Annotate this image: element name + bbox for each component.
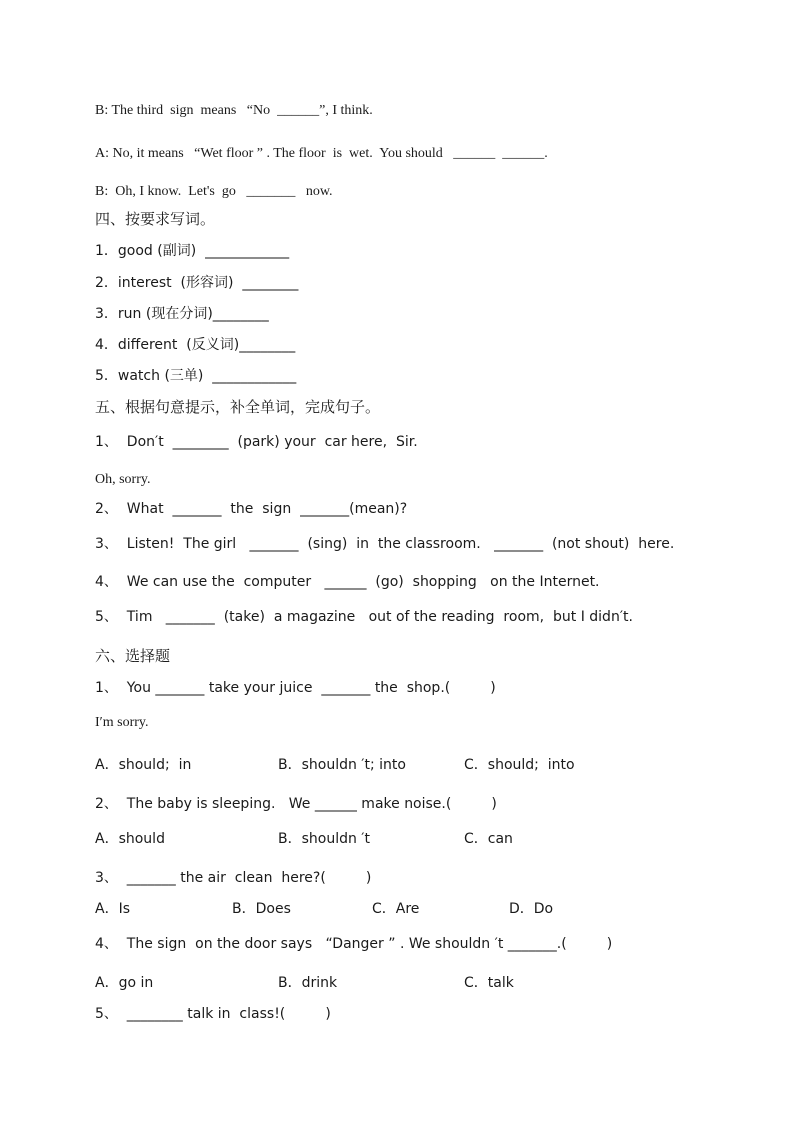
section-4-item-3: 3．run (现在分词)________ [95,306,269,322]
section-4-item-5: 5．watch (三单) ____________ [95,368,297,384]
dialogue-line-b2: B: Oh, I know. Let's go _______ now. [95,184,333,199]
section-4-title: 四、按要求写词。 [95,210,216,228]
question-5-stem: 5、 ________ talk in class!( ) [95,1006,331,1022]
section-5-item-5: 5、 Tim _______ (take) a magazine out of the reading room, but I didn′t. [95,609,633,625]
question-1-stem: 1、 You _______ take your juice _______ the shop.( ) [95,680,496,696]
question-4-option-c: C．talk [464,975,514,991]
section-4-item-2: 2．interest (形容词) ________ [95,275,299,291]
question-4-stem: 4、 The sign on the door says “Danger ” . We shouldn ′t _______.( ) [95,936,613,952]
section-5-item-1: 1、 Don′t ________ (park) your car here, Sir. [95,434,418,450]
question-2-option-a: A．should [95,831,165,847]
question-1-option-c: C．should; into [464,757,575,773]
question-3-option-d: D．Do [509,901,554,917]
section-4-item-4: 4．different (反义词)________ [95,337,296,353]
question-2-option-c: C．can [464,831,513,847]
dialogue-line-b1: B: The third sign means “No ______”, I think. [95,103,373,118]
question-2-stem: 2、 The baby is sleeping. We ______ make noise.( ) [95,796,497,812]
question-3-option-c: C．Are [372,901,420,917]
question-3-option-b: B．Does [232,901,291,917]
question-4-option-a: A．go in [95,975,154,991]
section-4-item-1: 1．good (副词) ____________ [95,243,290,259]
section-5-item-3: 3、 Listen! The girl _______ (sing) in the classroom. _______ (not shout) here. [95,536,675,552]
question-3-option-a: A．Is [95,901,130,917]
section-6-title: 六、选择题 [95,647,171,665]
question-4-option-b: B．drink [278,975,338,991]
section-5-title: 五、根据句意提示，补全单词，完成句子。 [95,398,381,416]
question-1-option-a: A．should; in [95,757,192,773]
question-3-stem: 3、 _______ the air clean here?( ) [95,870,372,886]
dialogue-line-a: A: No, it means “Wet floor ” . The floor is wet. You should ______ ______. [95,146,548,161]
section-5-item-4: 4、 We can use the computer ______ (go) shopping on the Internet. [95,574,600,590]
question-1-reply: I′m sorry. [95,715,149,730]
section-5-reply: Oh, sorry. [95,472,151,487]
section-5-item-2: 2、 What _______ the sign _______(mean)? [95,501,408,517]
question-2-option-b: B．shouldn ′t [278,831,370,847]
question-1-option-b: B．shouldn ′t; into [278,757,406,773]
